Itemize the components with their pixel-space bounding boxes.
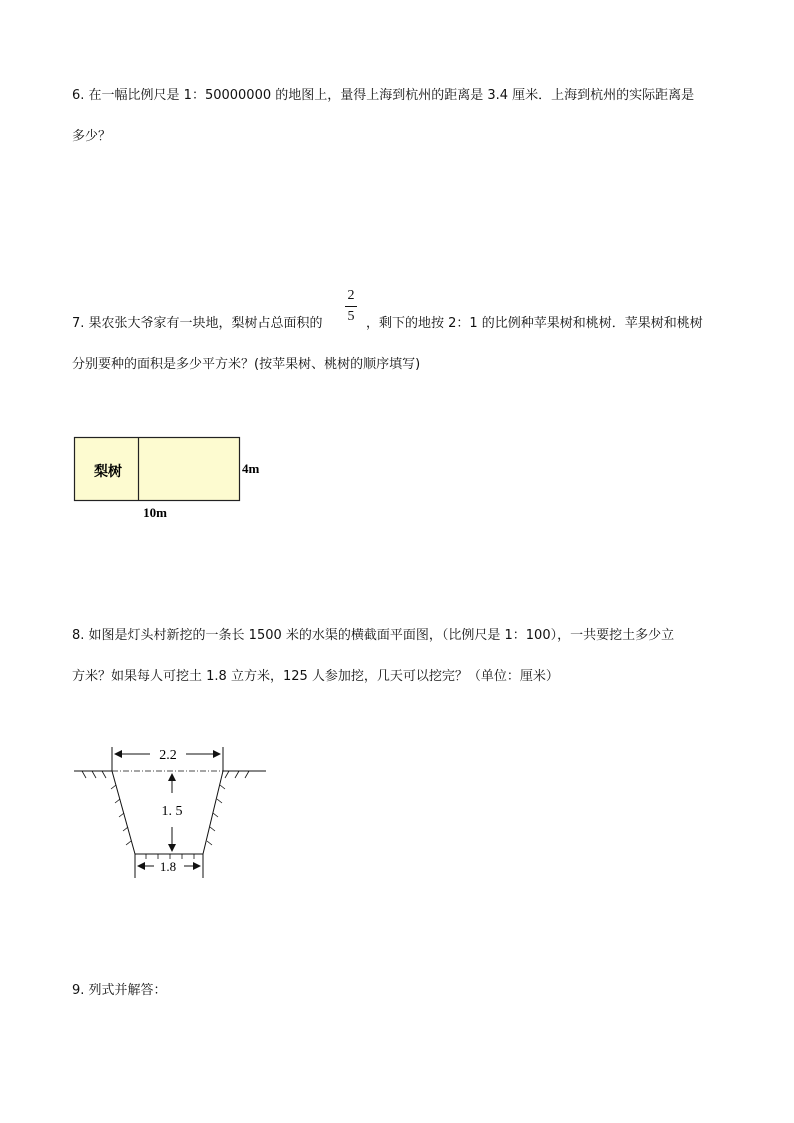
pear-tree-label: 梨树 [94,465,122,480]
q7-fraction-numerator: 2 [347,288,355,303]
q8-text-line1: 8. 如图是灯头村新挖的一条长 1500 米的水渠的横截面平面图，（比例尺是 1：100），一共要挖土多少立 [72,628,675,643]
field-width-label: 10m [143,505,167,520]
q6-text-line1: 6. 在一幅比例尺是 1：50000000 的地图上，量得上海到杭州的距离是 3.4 厘米．上海到杭州的实际距离是 [72,88,695,103]
q6-text-line2: 多少？ [72,129,112,144]
q7-text-line1-after: ，剩下的地按 2：1 的比例种苹果树和桃树．苹果树和桃树 [366,316,703,331]
q8-text-line2: 方米？如果每人可挖土 1.8 立方米，125 人参加挖，几天可以挖完？（单位：厘米） [72,669,559,684]
q7-text-line1-before: 7. 果农张大爷家有一块地，梨树占总面积的 [72,316,323,331]
top-width-label: 2.2 [159,748,177,763]
q7-text-line2: 分别要种的面积是多少平方米？(按苹果树、桃树的顺序填写) [72,357,421,372]
bottom-width-label: 1.8 [159,859,177,874]
q7-fraction-denominator: 5 [347,309,355,324]
right-bank [203,771,223,854]
depth-label: 1. 5 [161,804,183,819]
q7-fraction-bar [345,306,357,307]
field-height-label: 4m [242,461,260,476]
q7-field-diagram [60,425,290,525]
left-bank [112,771,135,854]
q9-text-line1: 9. 列式并解答： [72,983,167,998]
ground-hatching [82,771,249,778]
q8-canal-cross-section [66,735,276,885]
